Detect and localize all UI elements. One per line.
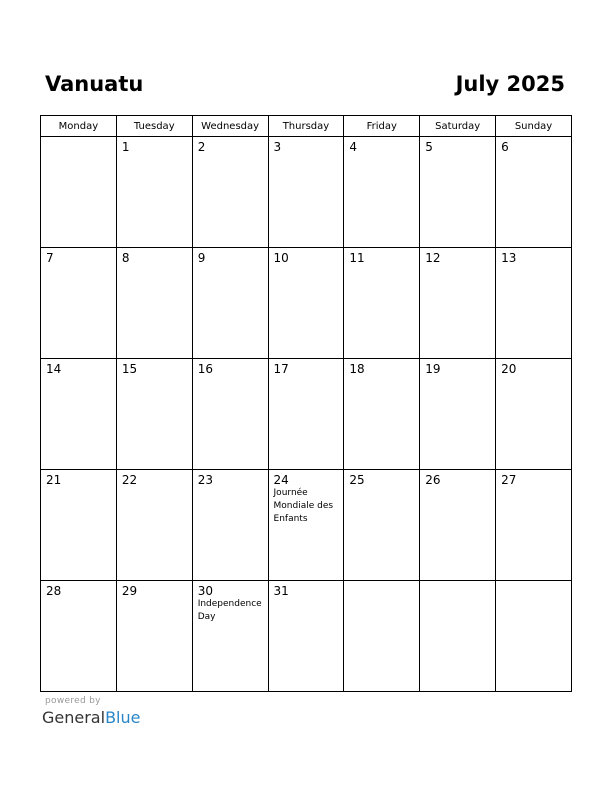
calendar-day-cell	[116, 581, 192, 692]
day-number: 17	[273, 362, 289, 376]
calendar-day-cell	[268, 470, 344, 581]
calendar-day-cell	[420, 359, 496, 470]
weekday-tuesday: Tuesday	[116, 116, 192, 137]
day-number: 10	[273, 251, 289, 265]
day-number: 28	[46, 584, 62, 598]
day-number: 11	[349, 251, 365, 265]
footer-branding	[42, 696, 140, 728]
day-number: 25	[349, 473, 365, 487]
weekday-friday: Friday	[344, 116, 420, 137]
calendar-day-cell	[496, 248, 572, 359]
day-number: 22	[121, 473, 138, 487]
day-number: 8	[121, 251, 130, 265]
day-number: 26	[425, 473, 441, 487]
calendar-day-cell	[41, 248, 117, 359]
calendar-day-cell	[496, 581, 572, 692]
calendar-day-cell	[344, 581, 420, 692]
calendar-day-cell	[192, 359, 268, 470]
calendar-day-cell	[496, 470, 572, 581]
calendar-day-cell	[192, 470, 268, 581]
holiday-label: Journée Mondiale des Enfants	[273, 488, 334, 524]
weekday-header-row	[41, 116, 572, 137]
calendar-day-cell	[192, 581, 268, 692]
calendar-day-cell	[268, 137, 344, 248]
weekday-saturday: Saturday	[420, 116, 496, 137]
calendar-day-cell	[41, 581, 117, 692]
day-number: 18	[349, 362, 365, 376]
calendar-week-row	[41, 137, 572, 248]
calendar-day-cell	[344, 470, 420, 581]
calendar-day-cell	[116, 359, 192, 470]
calendar-day-cell	[268, 248, 344, 359]
day-number: 31	[273, 584, 289, 598]
generalblue-logo	[42, 708, 140, 728]
calendar-day-cell	[116, 137, 192, 248]
day-number: 2	[197, 140, 206, 154]
day-number: 27	[501, 473, 517, 487]
calendar-day-cell	[41, 359, 117, 470]
day-number: 12	[425, 251, 441, 265]
day-number: 19	[425, 362, 441, 376]
day-number: 3	[273, 140, 282, 154]
calendar-day-cell	[268, 359, 344, 470]
calendar-week-row	[41, 470, 572, 581]
calendar-day-cell	[420, 581, 496, 692]
calendar-day-cell	[496, 137, 572, 248]
day-number: 5	[425, 140, 433, 154]
day-number: 23	[197, 473, 213, 487]
day-number: 24	[273, 473, 289, 487]
day-number	[41, 137, 116, 140]
calendar-grid	[40, 115, 572, 692]
day-number: 14	[46, 362, 62, 376]
calendar-day-cell	[344, 137, 420, 248]
calendar-day-cell	[420, 248, 496, 359]
calendar-day-cell	[192, 248, 268, 359]
calendar-day-cell	[192, 137, 268, 248]
day-number: 16	[197, 362, 213, 376]
calendar-day-cell	[344, 248, 420, 359]
calendar-day-cell	[420, 137, 496, 248]
day-number: 29	[121, 584, 138, 598]
day-number: 6	[501, 140, 509, 154]
weekday-monday: Monday	[41, 116, 117, 137]
logo-blue-text: Blue	[105, 708, 141, 727]
month-title: July 2025	[455, 72, 565, 96]
calendar-week-row	[41, 248, 572, 359]
weekday-wednesday: Wednesday	[192, 116, 268, 137]
day-number: 4	[349, 140, 358, 154]
calendar-day-cell	[344, 359, 420, 470]
calendar-week-row	[41, 581, 572, 692]
day-number: 9	[197, 251, 206, 265]
day-number: 1	[121, 140, 130, 154]
calendar-day-cell	[116, 248, 192, 359]
calendar-day-cell	[496, 359, 572, 470]
weekday-sunday: Sunday	[496, 116, 572, 137]
calendar-week-row	[41, 359, 572, 470]
calendar-day-cell	[420, 470, 496, 581]
day-number: 21	[46, 473, 62, 487]
calendar-day-cell	[41, 137, 117, 248]
powered-by-text: powered by	[45, 696, 101, 706]
country-title: Vanuatu	[45, 72, 144, 96]
day-number	[344, 581, 419, 584]
calendar-day-cell	[116, 470, 192, 581]
day-number	[496, 581, 571, 584]
day-number: 30	[197, 584, 213, 598]
day-number: 7	[46, 251, 54, 265]
holiday-label: Independence Day	[197, 599, 262, 622]
day-number	[420, 581, 495, 584]
weekday-thursday: Thursday	[268, 116, 344, 137]
day-number: 13	[501, 251, 517, 265]
calendar-day-cell	[268, 581, 344, 692]
day-number: 15	[121, 362, 138, 376]
day-number: 20	[501, 362, 517, 376]
logo-general-text: General	[42, 708, 106, 727]
calendar-day-cell	[41, 470, 117, 581]
